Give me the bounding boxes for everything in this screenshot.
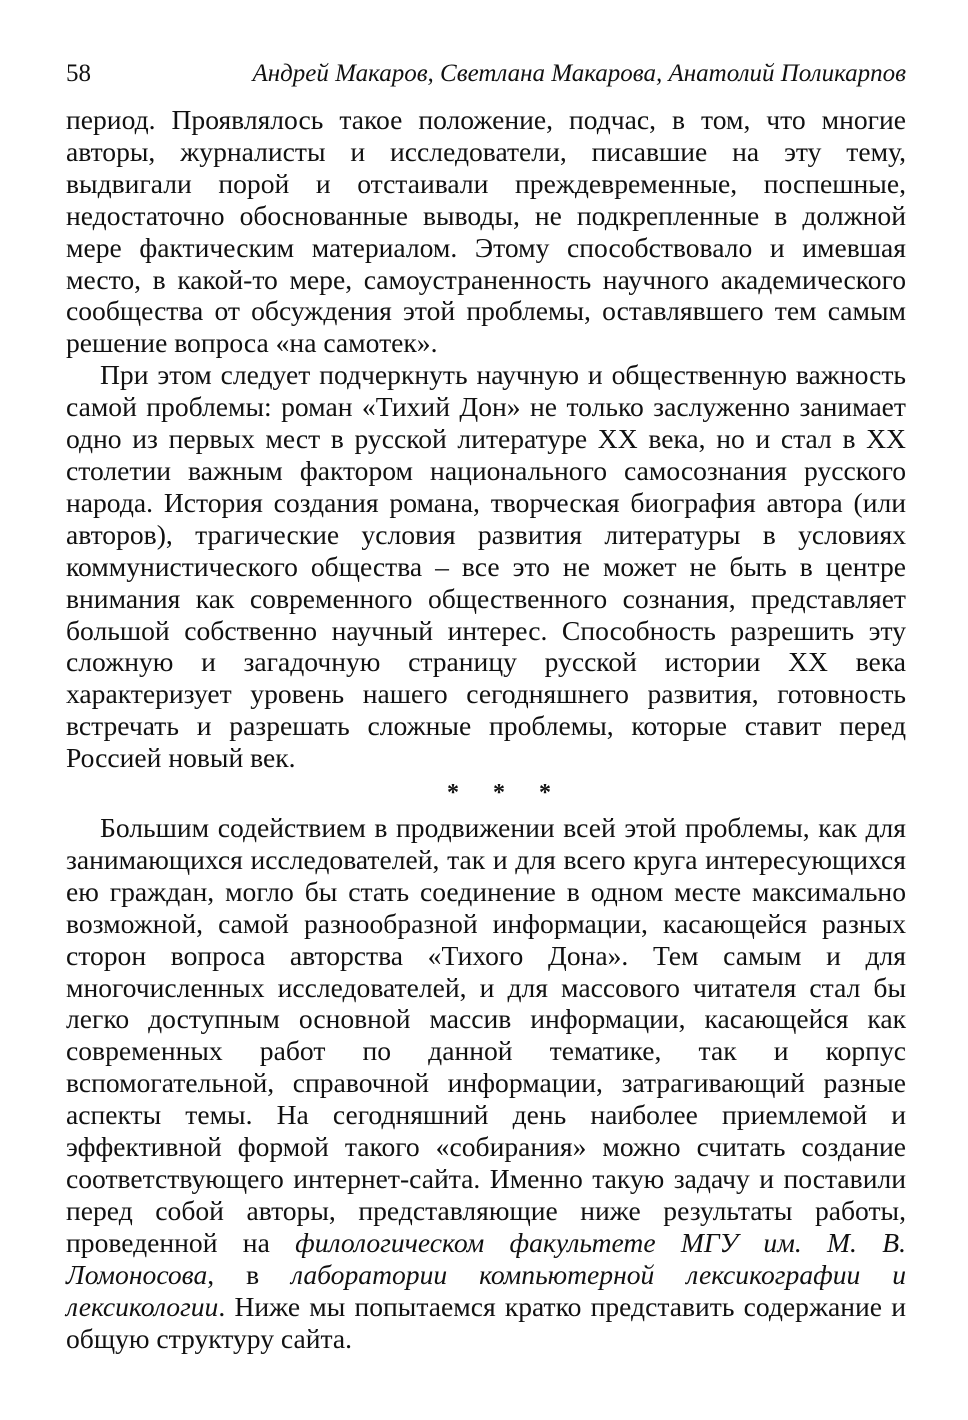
running-header: [66, 60, 906, 88]
header-authors: Андрей Макаров, Светлана Макарова, Анатолий Поликарпов: [252, 60, 906, 87]
paragraph-website: [66, 812, 906, 1354]
section-separator: * * *: [447, 780, 565, 807]
page-number: 58: [66, 60, 91, 87]
body-text: [66, 104, 906, 1354]
paragraph-text: , в: [207, 1258, 291, 1290]
faculty-name: филологическом факультете МГУ им. М. В. Ломоносова: [66, 1226, 907, 1290]
paragraph-importance: При этом следует подчеркнуть научную и общественную важность самой проблемы: роман «Тихий Дон» не только заслуженно занимает одно из первых мест в русской литературе XX века, но и стал в XX столетии важным фактором национального самосознания русского народа. История создания романа, творческая биография автора (или авторов), трагические условия развития литературы в условиях коммунистического общества – все это не может не быть в центре внимания как современного общественного сознания, представляет большой собственно научный интерес. Способность разрешить эту сложную и загадочную страницу русской истории XX века характеризует уровень нашего сегодняшнего развития, готовность встречать и разрешать сложные проблемы, которые ставит перед Россией новый век.: [66, 359, 906, 774]
paragraph-text: . Ниже мы попытаемся кратко представить содержание и общую структуру сайта.: [66, 1290, 906, 1354]
laboratory-name: лаборатории компьютерной лексикографии и лексикологии: [66, 1258, 906, 1322]
paragraph-text: Большим содействием в продвижении всей этой проблемы, как для занимающихся исследователей, так и для всего круга интересующихся ею граждан, могло бы стать соединение в одном месте максимально возможной, самой разнообразной информации, касающейся разных сторон вопроса авторства «Тихого Дона». Тем самым и для многочисленных исследователей, и для массового читателя стал бы легко доступным основной массив информации, касающейся как современных работ по данной тематике, так и корпус вспомогательной, справочной информации, затрагивающий разные аспекты темы. На сегодняшний день наиболее приемлемой и эффективной формой такого «собирания» можно считать создание соответствующего интернет-сайта. Именно такую задачу и поставили перед собой авторы, представляющие ниже результаты работы, проведенной на: [66, 812, 906, 1258]
paragraph-continued: период. Проявлялось такое положение, подчас, в том, что многие авторы, журналисты и исследователи, писавшие на эту тему, выдвигали порой и отстаивали преждевременные, поспешные, недостаточно обоснованные выводы, не подкрепленные в должной мере фактическим материалом. Этому способствовало и имевшая место, в какой-то мере, самоустраненность научного академического сообщества от обсуждения этой проблемы, оставлявшего тем самым решение вопроса «на самотек».: [66, 104, 906, 359]
